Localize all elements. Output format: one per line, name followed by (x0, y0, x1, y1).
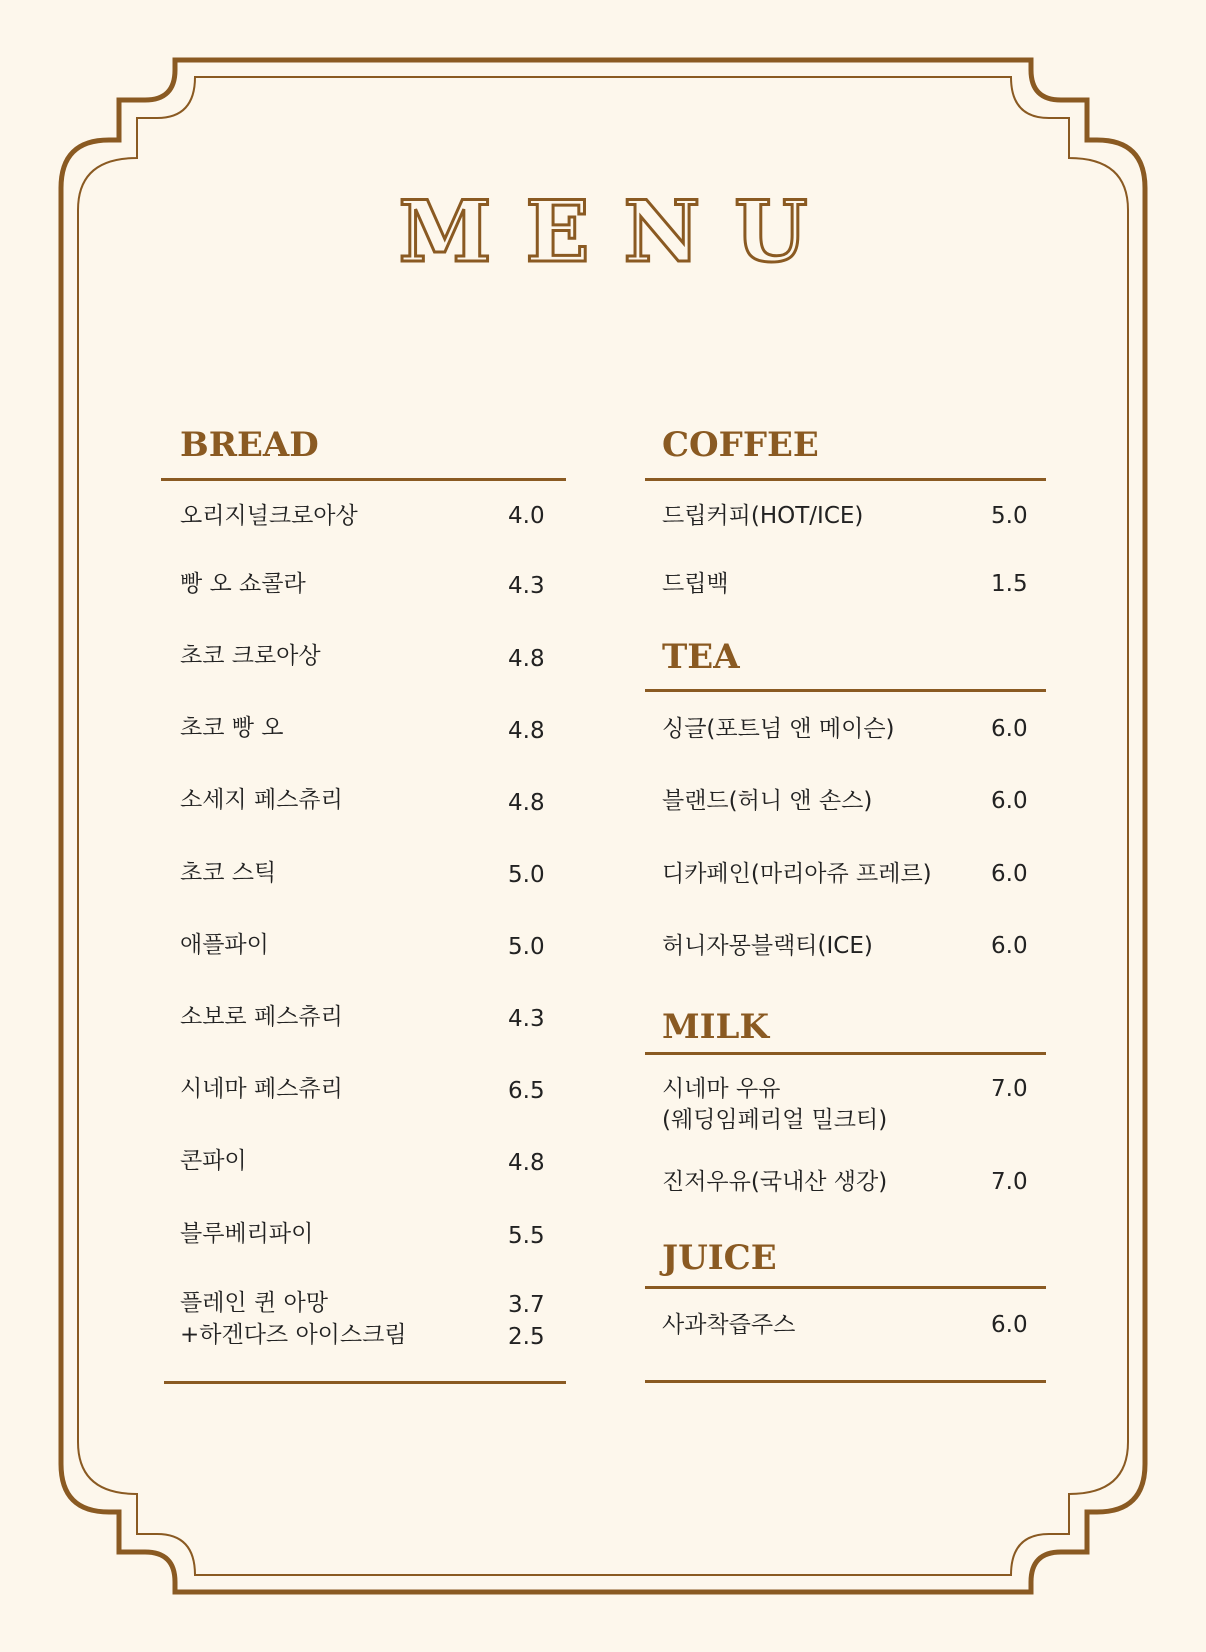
tea-item-price: 6.0 (991, 788, 1028, 814)
bread-item-name: 애플파이 (180, 932, 269, 958)
bread-item-name: 소세지 페스츄리 (180, 787, 343, 813)
bread-item-price: 4.3 (508, 573, 545, 599)
milk-heading: MILK (662, 1007, 769, 1047)
bread-heading: BREAD (180, 425, 319, 465)
bread-item-name: 초코 빵 오 (180, 715, 284, 741)
tea-item-name: 디카페인(마리아쥬 프레르) (662, 861, 932, 887)
bread-item-name: 플레인 퀸 아망 (180, 1290, 328, 1316)
coffee-item-price: 5.0 (991, 503, 1028, 529)
tea-item-name: 블랜드(허니 앤 손스) (662, 788, 873, 814)
coffee-item-name: 드립커피(HOT/ICE) (662, 503, 864, 529)
milk-heading-rule (645, 1052, 1046, 1055)
tea-heading-rule (645, 689, 1046, 692)
right-bottom-rule (645, 1380, 1046, 1383)
bread-item-price: 5.5 (508, 1223, 545, 1249)
tea-item-name: 허니자몽블랙티(ICE) (662, 933, 873, 959)
milk-item-price: 7.0 (991, 1169, 1028, 1195)
bread-item-name: 오리지널크로아상 (180, 503, 358, 529)
tea-item-name: 싱글(포트넘 앤 메이슨) (662, 716, 895, 742)
bread-item-name: 빵 오 쇼콜라 (180, 571, 306, 597)
bread-item-name: 블루베리파이 (180, 1221, 314, 1247)
bread-item-name: 시네마 페스츄리 (180, 1076, 343, 1102)
coffee-item-name: 드립백 (662, 571, 729, 597)
juice-heading: JUICE (662, 1238, 777, 1278)
milk-item-subname: (웨딩임페리얼 밀크티) (662, 1107, 888, 1133)
coffee-heading-rule (645, 478, 1046, 481)
bread-item-name: 소보로 페스츄리 (180, 1004, 343, 1030)
juice-item-price: 6.0 (991, 1312, 1028, 1338)
bread-item-price: 4.8 (508, 718, 545, 744)
bread-item-price: 6.5 (508, 1078, 545, 1104)
bread-heading-rule (161, 478, 566, 481)
bread-item-name: 초코 스틱 (180, 860, 277, 886)
tea-heading: TEA (662, 637, 740, 677)
bread-bottom-rule (164, 1381, 566, 1384)
bread-item-price: 4.8 (508, 1150, 545, 1176)
milk-item-name: 진저우유(국내산 생강) (662, 1169, 888, 1195)
milk-item-price: 7.0 (991, 1076, 1028, 1102)
juice-heading-rule (645, 1286, 1046, 1289)
juice-item-name: 사과착즙주스 (662, 1312, 796, 1338)
coffee-item-price: 1.5 (991, 571, 1028, 597)
coffee-heading: COFFEE (662, 425, 819, 465)
bread-item-price: 4.0 (508, 503, 545, 529)
bread-item-price: 2.5 (508, 1324, 545, 1350)
bread-item-price: 4.8 (508, 790, 545, 816)
bread-item-price: 4.8 (508, 646, 545, 672)
tea-item-price: 6.0 (991, 716, 1028, 742)
tea-item-price: 6.0 (991, 933, 1028, 959)
bread-item-price: 5.0 (508, 934, 545, 960)
bread-item-name: 초코 크로아상 (180, 643, 321, 669)
bread-item-name: +하겐다즈 아이스크림 (180, 1322, 407, 1348)
milk-item-name: 시네마 우유 (662, 1076, 781, 1102)
tea-item-price: 6.0 (991, 861, 1028, 887)
bread-item-price: 5.0 (508, 862, 545, 888)
bread-item-name: 콘파이 (180, 1148, 247, 1174)
bread-item-price: 3.7 (508, 1292, 545, 1318)
bread-item-price: 4.3 (508, 1006, 545, 1032)
menu-title: MENU (398, 182, 842, 281)
